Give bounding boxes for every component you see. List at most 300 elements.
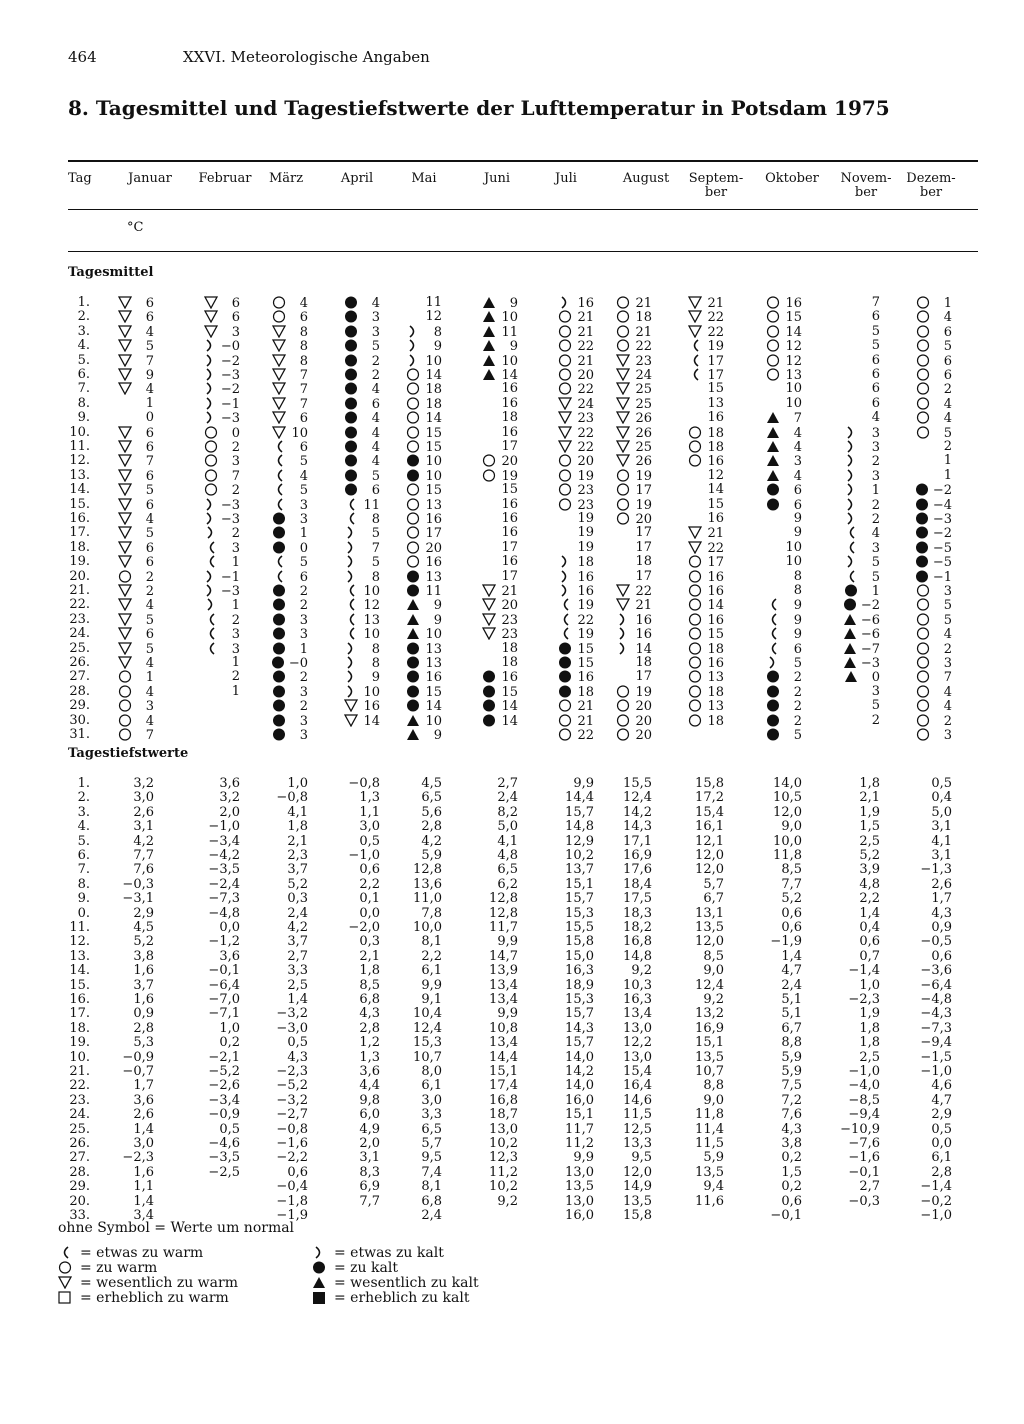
header-month: Januar [128,171,172,186]
table-row [68,1108,978,1122]
value-text: 1 [299,526,308,542]
mean-value [534,598,594,612]
min-value: 3,6 [219,948,240,964]
mean-value [382,598,442,612]
value-text: 2 [371,353,380,369]
value-text: 4 [371,440,380,455]
min-value: −0,8 [276,1121,308,1137]
cold-dot-icon [915,526,931,539]
day-label: 24. [69,626,90,642]
legend-text: = erheblich zu kalt [334,1290,470,1306]
min-value: 15,1 [489,1064,518,1079]
cold-crescent-icon [344,555,360,568]
value-text: 23 [577,497,594,513]
min-value: 14,4 [489,1049,518,1065]
value-text: 9 [145,368,154,383]
value-text: 18 [425,382,442,398]
mean-value [534,469,594,483]
mean-value [458,584,518,598]
mean-value [382,584,442,598]
mean-value [742,656,802,670]
min-value: 1,0 [859,977,880,993]
value-text: 4 [943,411,952,427]
min-value: −10,9 [840,1121,880,1137]
min-value: 6,1 [421,1078,442,1094]
warm-circle-icon [916,598,932,611]
value-text: 18 [707,713,724,729]
min-value: 10,2 [489,1179,518,1195]
mean-value [664,368,724,382]
value-text: 19 [635,684,652,700]
value-text: 23 [501,627,518,643]
mean-value [248,699,308,713]
mean-value [248,498,308,512]
min-value: −0,1 [208,963,240,979]
value-text: 26 [635,411,652,427]
min-value: 1,7 [133,1078,154,1094]
mean-value [458,325,518,339]
warm-triangle-icon [204,310,220,323]
warm-circle-icon [688,642,704,655]
cold-triangle-icon [482,354,498,367]
warm-circle-icon [688,699,704,712]
value-text: 11 [363,497,380,513]
cold-dot-icon [272,526,288,539]
value-text: 3 [231,641,240,657]
min-value: 14,0 [565,1078,594,1094]
min-value: −5,2 [208,1064,240,1079]
min-value: −2,0 [348,920,380,935]
min-value: 9,2 [631,963,652,979]
value-text: 6 [145,555,154,571]
mean-value [820,310,880,324]
value-text: 9 [433,339,442,355]
min-value: 2,7 [859,1179,880,1195]
mean-value [248,296,308,310]
value-text: 19 [635,497,652,513]
value-text: 15 [707,627,724,643]
warm-crescent-icon [272,555,288,568]
day-label: 3. [77,323,90,339]
table-row [68,1036,978,1050]
cold-dot-icon [406,454,422,467]
warm-triangle-icon [272,426,288,439]
warm-triangle-icon [118,584,134,597]
mean-value [94,354,154,368]
cold-triangle-icon [482,339,498,352]
cold-crescent-icon [616,642,632,655]
min-value: 12,4 [413,1020,442,1036]
table-row [68,382,978,396]
value-text: 22 [635,339,652,355]
cold-dot-icon [344,354,360,367]
value-text: 15 [501,482,518,498]
min-value: −0,8 [348,776,380,791]
min-value: 0,2 [219,1035,240,1051]
value-text: 23 [577,411,594,427]
min-value: 13,7 [565,862,594,878]
cold-dot-icon [344,454,360,467]
warm-circle-icon [204,469,220,482]
day-label: 30. [69,712,90,728]
value-text: 17 [501,568,518,584]
mean-value [820,325,880,339]
min-value: 5,2 [859,848,880,863]
value-text: 3 [299,627,308,643]
mean-value [892,584,952,598]
value-text: 5 [871,338,880,354]
value-text: 16 [577,670,594,686]
mean-value [180,498,240,512]
table-row [68,584,978,598]
mean-value [458,411,518,425]
table-row [68,791,978,805]
value-text: 5 [943,598,952,614]
cold-crescent-icon [616,627,632,640]
mean-value [94,613,154,627]
cold-triangle-icon [482,310,498,323]
warm-circle-icon [916,382,932,395]
warm-triangle-icon [272,368,288,381]
min-value: 0,5 [219,1121,240,1137]
value-text: 4 [371,296,380,311]
mean-value [534,541,594,555]
warm-crescent-icon [272,498,288,511]
table-row [68,325,978,339]
legend-text: = etwas zu warm [80,1245,204,1261]
min-value: 2,8 [931,1164,952,1180]
mean-value [820,541,880,555]
min-value: 12,2 [623,1035,652,1051]
value-text: 4 [793,440,802,455]
min-value: −2,2 [276,1150,308,1166]
day-label: 22. [69,1078,90,1094]
mean-value [592,454,652,468]
mean-value [320,339,380,353]
value-text: 6 [871,352,880,368]
min-value: −2,4 [208,876,240,892]
min-value: −0,2 [920,1193,952,1209]
value-text: 0 [871,670,880,686]
min-value: 2,4 [497,790,518,806]
min-value: −3,4 [208,1092,240,1108]
mean-value [320,656,380,670]
min-value: 0,9 [133,1006,154,1022]
min-value: 9,9 [573,776,594,791]
mean-value [94,498,154,512]
mean-value [742,512,802,526]
mean-value [248,426,308,440]
min-value: −1,0 [920,1064,952,1079]
cold-crescent-icon [344,670,360,683]
value-text: 1 [231,598,240,614]
day-label: 26. [69,1136,90,1151]
value-text: 10 [501,353,518,369]
mean-value [320,598,380,612]
min-value: 9,9 [497,1006,518,1022]
mean-value [458,555,518,569]
mean-value [892,642,952,656]
min-value: 11,8 [773,848,802,863]
min-value: 0,0 [359,905,380,921]
mean-value [94,382,154,396]
value-text: 16 [501,496,518,512]
mean-value [664,512,724,526]
min-value: 11,8 [695,1107,724,1123]
cold-crescent-icon [844,426,860,439]
cold-dot-icon [272,685,288,698]
value-text: 4 [371,454,380,470]
value-text: 16 [577,569,594,585]
min-value: 17,5 [623,891,652,907]
min-value: 4,2 [133,833,154,849]
warm-circle-icon [272,296,288,309]
value-text: 1 [145,395,154,411]
min-value: 2,0 [219,804,240,820]
value-text: 23 [501,612,518,628]
value-text: 16 [425,512,442,527]
cold-crescent-icon [844,555,860,568]
value-text: 6 [299,411,308,427]
value-text: 20 [425,540,442,556]
value-text: 14 [425,368,442,383]
mean-value [382,483,442,497]
min-value: 6,7 [703,891,724,907]
min-value: 13,0 [623,1020,652,1036]
min-value: 0,6 [359,862,380,878]
value-text: 3 [943,728,952,743]
min-value: 2,4 [287,905,308,921]
value-text: 19 [635,468,652,484]
value-text: 5 [871,555,880,571]
value-text: 2 [943,439,952,454]
min-value: 1,5 [859,819,880,835]
mean-value [664,642,724,656]
mean-value [180,310,240,324]
day-label: 5. [77,833,90,849]
value-text: 1 [943,467,952,483]
mean-value [382,627,442,641]
day-label: 7. [77,862,90,878]
mean-value [382,354,442,368]
mean-value [94,526,154,540]
value-text: −1 [220,396,240,412]
min-value: 5,7 [703,876,724,892]
min-value: 6,1 [931,1150,952,1166]
value-text: 5 [145,483,154,499]
min-value: 12,8 [413,862,442,878]
warm-circle-icon [916,325,932,338]
warm-circle-icon [406,512,422,525]
value-text: 22 [707,324,724,340]
value-text: 6 [145,310,154,326]
warm-crescent-icon [272,570,288,583]
min-value: 11,2 [489,1164,518,1180]
min-value: 3,1 [133,819,154,835]
value-text: 9 [793,612,802,628]
warm-triangle-icon [118,642,134,655]
min-value: 15,7 [565,1006,594,1022]
day-label: 7. [77,381,90,397]
mean-value [664,526,724,540]
mean-value [382,498,442,512]
value-text: −5 [932,555,952,571]
value-text: 16 [635,627,652,643]
warm-circle-icon [916,699,932,712]
day-label: 12. [69,934,90,950]
day-label: 2. [77,309,90,325]
cold-dot-icon [915,555,931,568]
min-value: 4,7 [931,1092,952,1108]
warm-triangle-icon [616,454,632,467]
mean-value [180,325,240,339]
legend-text: = wesentlich zu warm [80,1275,238,1291]
value-text: 22 [707,310,724,326]
min-value: 2,8 [359,1020,380,1036]
mean-value [534,627,594,641]
value-text: 18 [577,555,594,571]
mean-value [820,670,880,684]
min-value: −0,3 [122,876,154,892]
min-value: 10,7 [695,1064,724,1079]
value-text: 4 [299,296,308,311]
warm-triangle-icon [118,368,134,381]
warm-circle-icon [916,627,932,640]
mean-value [382,469,442,483]
value-text: 2 [231,483,240,499]
cold-crescent-icon [344,570,360,583]
value-text: 2 [299,699,308,715]
table-row [68,835,978,849]
warm-triangle-icon [118,469,134,482]
value-text: 16 [707,410,724,426]
cold-dot-icon [344,296,360,309]
value-text: 2 [793,670,802,686]
header-tag: Tag [68,171,92,186]
value-text: 15 [707,381,724,397]
value-text: 10 [425,468,442,484]
warm-circle-icon [916,714,932,727]
mean-value [180,598,240,612]
mean-value [742,325,802,339]
warm-circle-icon [558,469,574,482]
min-value: 2,2 [859,891,880,907]
value-text: 6 [145,296,154,311]
value-text: −2 [220,353,240,369]
mean-value [382,382,442,396]
min-value: 0,6 [859,934,880,950]
mean-value [248,411,308,425]
day-label: 16. [69,511,90,526]
min-value: 16,8 [623,934,652,950]
min-value: 4,9 [359,1121,380,1137]
mean-value [664,397,724,411]
mean-value [180,354,240,368]
day-label: 0. [77,905,90,921]
warm-crescent-icon [688,368,704,381]
min-value: 12,0 [695,848,724,863]
value-text: 2 [793,699,802,715]
warm-circle-icon [916,368,932,381]
cold-dot-icon [344,483,360,496]
warm-crescent-icon [688,354,704,367]
mean-value [892,296,952,310]
value-text: 2 [231,669,240,685]
cold-dot-icon [915,512,931,525]
mean-value [534,483,594,497]
value-text: 19 [577,539,594,555]
value-text: 2 [871,512,880,527]
min-value: −2,3 [122,1150,154,1166]
cold-dot-icon [272,714,288,727]
warm-triangle-icon [118,354,134,367]
mean-value [180,411,240,425]
min-value: 7,8 [421,905,442,921]
min-value: 3,2 [219,790,240,806]
day-label: 1. [77,776,90,791]
value-text: 6 [299,569,308,585]
cold-crescent-icon [344,656,360,669]
value-text: 17 [635,669,652,685]
min-value: 3,8 [781,1136,802,1151]
value-text: 6 [871,381,880,397]
value-text: 1 [145,670,154,686]
warm-circle-icon [916,670,932,683]
mean-value [664,498,724,512]
value-text: 20 [635,699,652,715]
mean-value [664,570,724,584]
day-label: 6. [77,848,90,863]
mean-value [664,382,724,396]
table-row [68,354,978,368]
mean-value [592,685,652,699]
value-text: 10 [785,395,802,411]
value-text: −2 [860,598,880,614]
table-row [68,656,978,670]
min-value: −6,4 [208,977,240,993]
mean-value [180,642,240,656]
value-text: 6 [299,310,308,326]
min-value: 4,2 [287,920,308,935]
min-value: −4,3 [920,1006,952,1022]
mean-value [820,714,880,728]
min-value: −1,6 [276,1136,308,1151]
table-row [68,397,978,411]
min-value: −0,5 [920,934,952,950]
warm-circle-icon [688,656,704,669]
min-value: 5,0 [497,819,518,835]
value-text: 10 [425,454,442,470]
warm-circle-icon [916,728,932,741]
min-value: 13,9 [489,963,518,979]
value-text: 13 [707,395,724,411]
value-text: 10 [363,684,380,700]
day-label: 1. [77,295,90,310]
warm-triangle-icon [616,426,632,439]
min-value: −4,8 [208,905,240,921]
value-text: 3 [299,684,308,700]
mean-value [592,426,652,440]
warm-circle-icon [616,512,632,525]
value-text: 18 [501,655,518,670]
value-text: 1 [231,683,240,699]
min-value: 1,4 [287,992,308,1007]
value-text: 3 [871,468,880,484]
value-text: 13 [425,656,442,671]
value-text: 4 [145,324,154,340]
mean-value [382,728,442,742]
min-value: 13,5 [695,920,724,935]
